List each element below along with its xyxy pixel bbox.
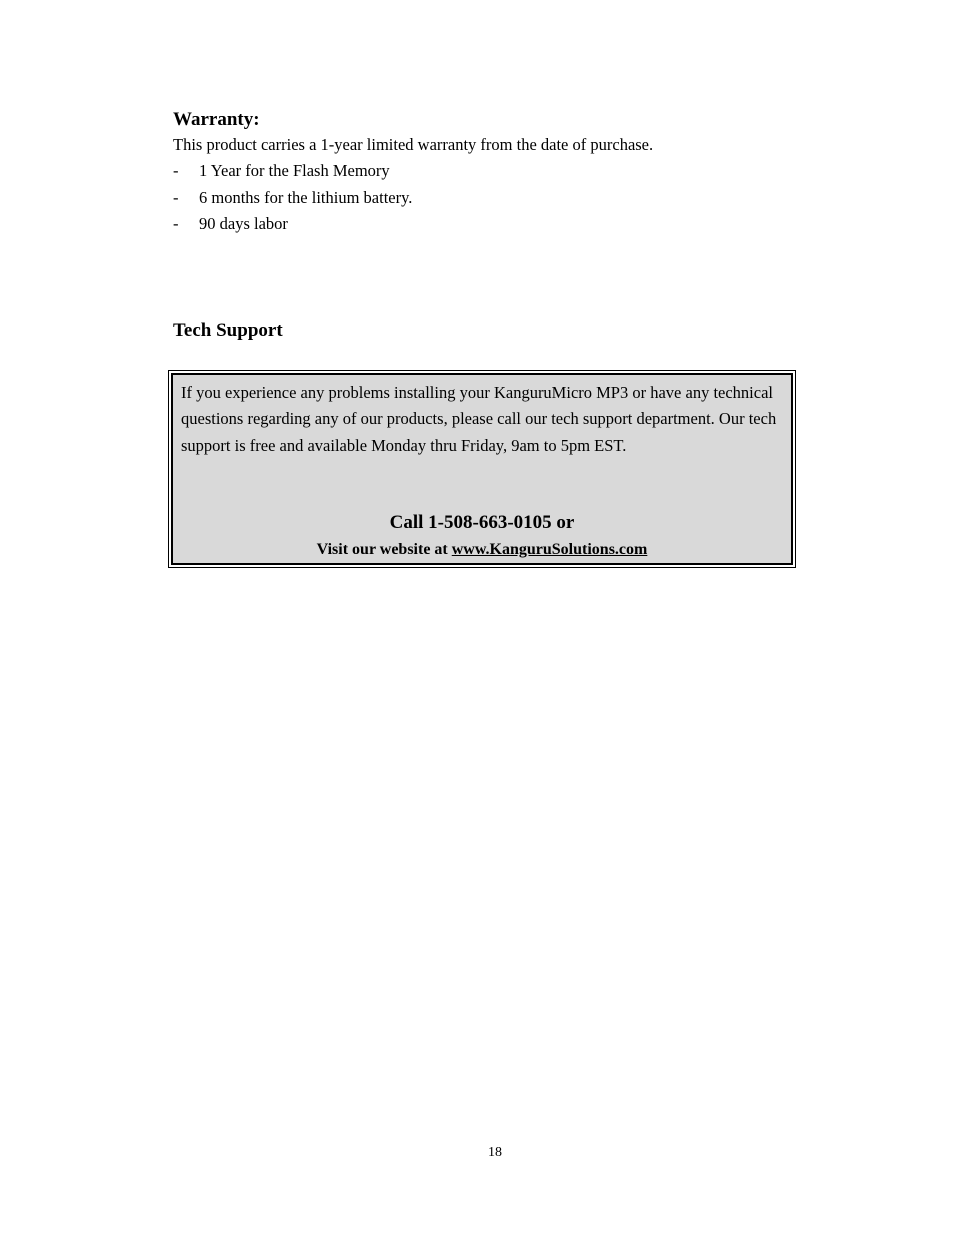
tech-support-box — [168, 370, 796, 568]
warranty-heading: Warranty: — [173, 109, 260, 130]
list-item — [173, 188, 412, 215]
list-item-text: 90 days labor — [199, 214, 288, 233]
list-dash: - — [173, 214, 179, 233]
visit-prefix: Visit our website at — [316, 541, 452, 558]
warranty-intro: This product carries a 1-year limited warranty from the date of purchase. — [173, 135, 654, 154]
visit-line — [173, 540, 791, 560]
list-item — [173, 161, 412, 188]
list-item — [173, 214, 412, 241]
list-item-text: 6 months for the lithium battery. — [199, 187, 413, 207]
list-dash: - — [173, 187, 179, 207]
tech-support-heading: Tech Support — [173, 320, 283, 341]
call-line: Call 1-508-663-0105 or — [389, 512, 575, 533]
page-number: 18 — [488, 1145, 502, 1160]
tech-support-text: If you experience any problems installing your KanguruMicro MP3 or have any technical questions regarding any of our products, please call our tech support department. Our tech support is free and available Monday thru Friday, 9am to 5pm EST. — [181, 383, 777, 455]
tech-support-box-inner — [171, 373, 793, 565]
website-link[interactable]: www.KanguruSolutions.com — [451, 541, 648, 558]
warranty-list — [173, 161, 412, 241]
list-dash: - — [173, 161, 179, 180]
list-item-text: 1 Year for the Flash Memory — [199, 161, 390, 180]
